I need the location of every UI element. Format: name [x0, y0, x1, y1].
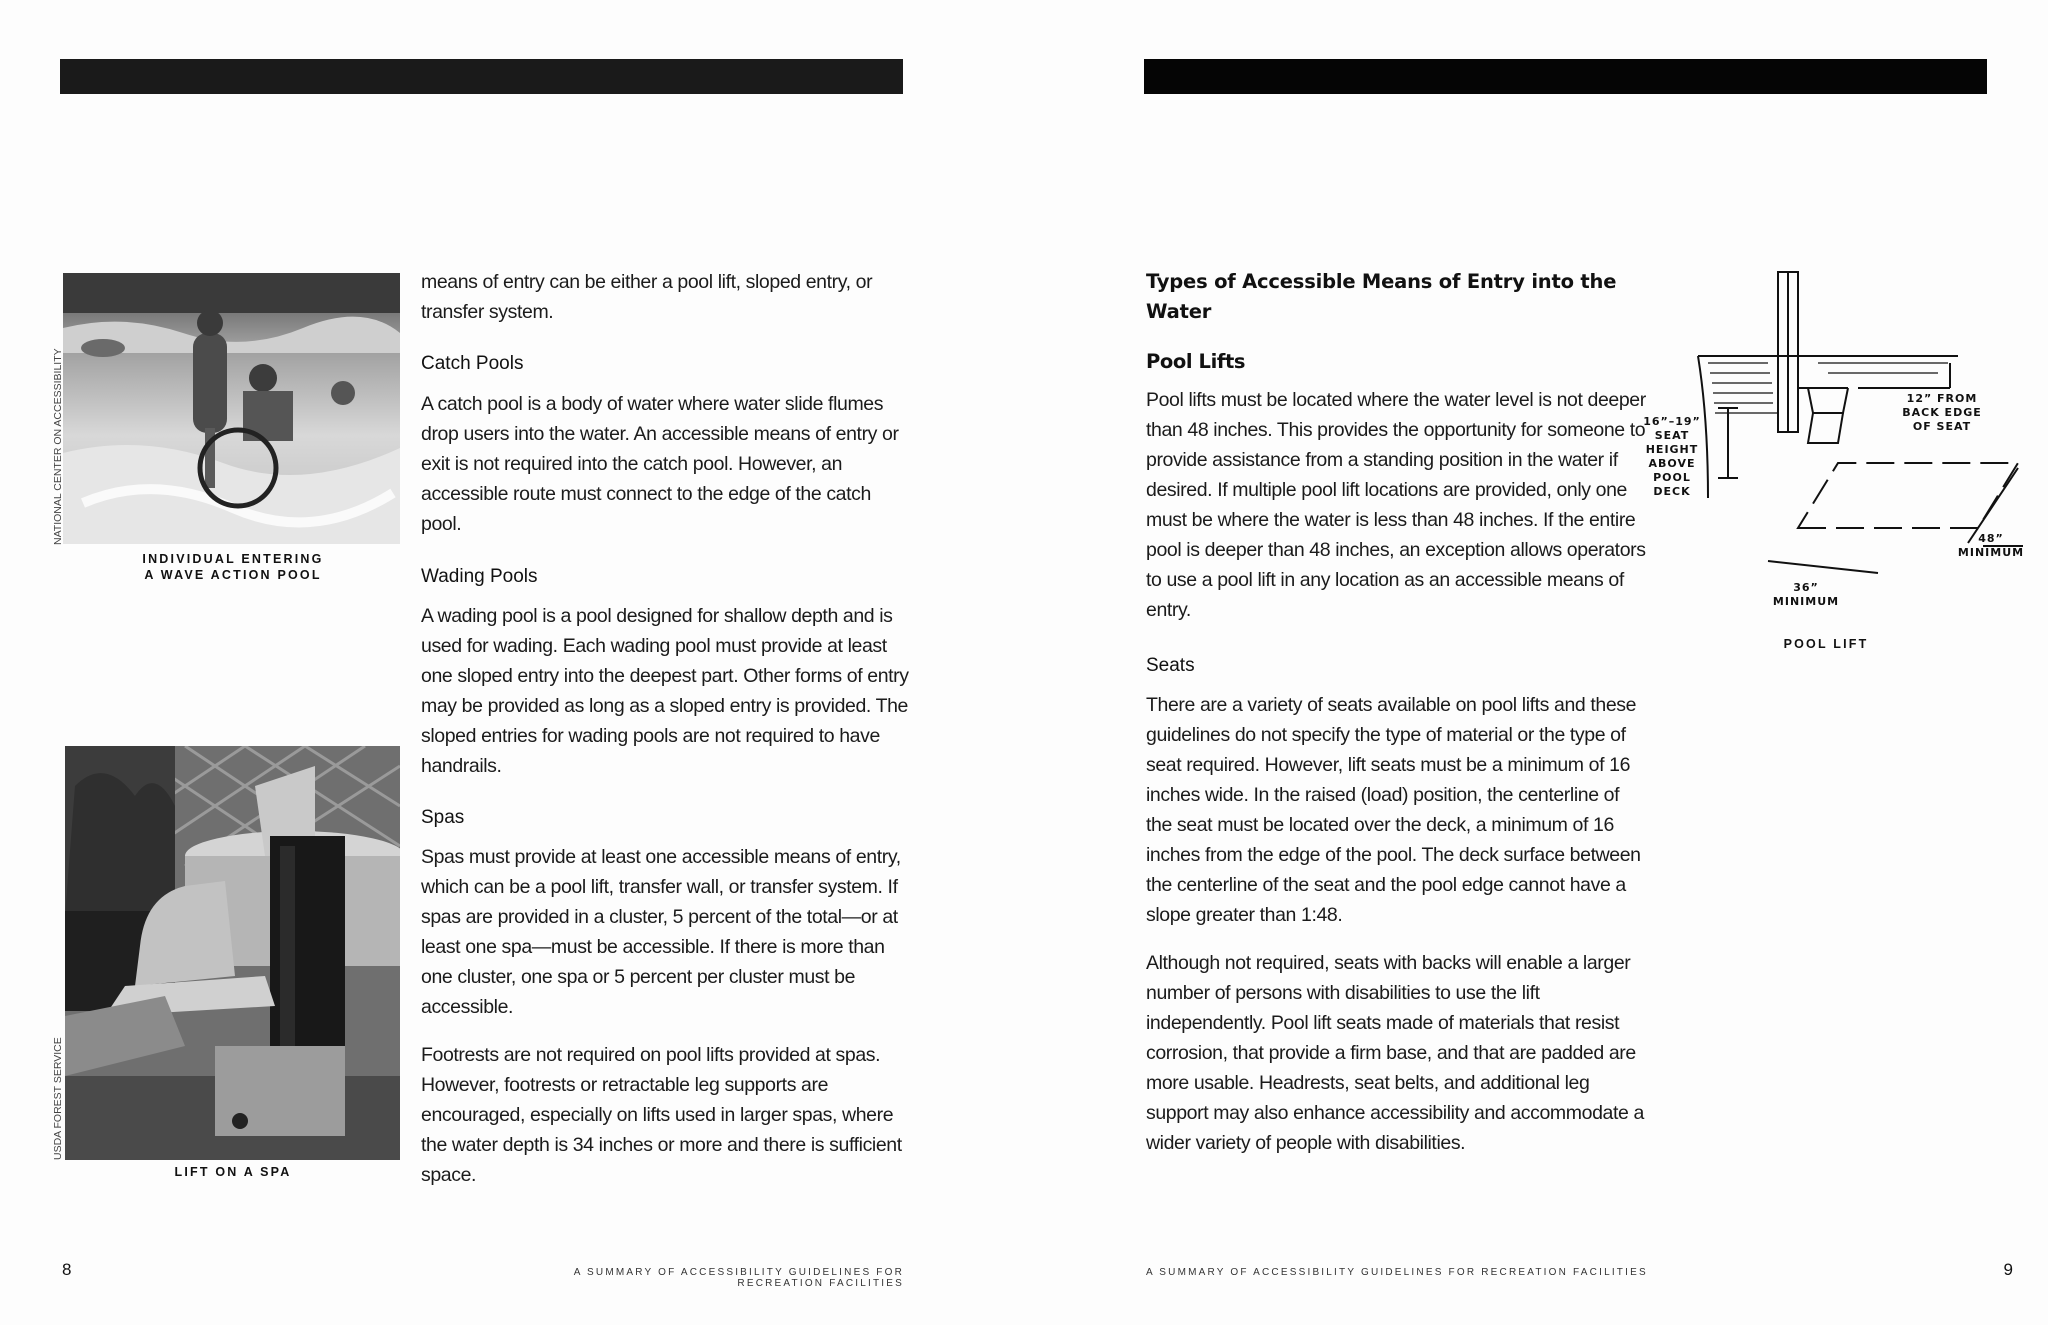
right-column-text [1146, 267, 1646, 1158]
dimension-label: SEAT [1654, 429, 1690, 442]
wave-pool-photo [63, 273, 400, 544]
diagram-caption: POOL LIFT [1783, 637, 1869, 651]
photo-credit: NATIONAL CENTER ON ACCESSIBILITY [52, 348, 64, 545]
dimension-label: 12” FROM [1906, 392, 1978, 405]
dimension-label: 36” [1793, 581, 1819, 594]
section-heading: Spas [421, 807, 465, 828]
seats-paragraph: There are a variety of seats available on pool lifts and these guidelines do not specify the type of material or the type of seat required. However, lift seats must be a minimum of 16 inches wide. In the raised (load) position, the centerline of the seat must be located over the deck, a minimum of 16 inches from the edge of the pool. The deck surface between the centerline of the seat and the pool edge cannot have a slope greater than 1:48. [1146, 694, 1641, 926]
dimension-label: 16”–19” [1643, 415, 1701, 428]
dimension-label: OF SEAT [1912, 420, 1972, 433]
page-title: Types of Accessible Means of Entry into the Water [1146, 270, 1617, 323]
caption-line: INDIVIDUAL ENTERING [142, 552, 324, 566]
dimension-label: MINIMUM [1957, 546, 2025, 559]
section-paragraph: Spas must provide at least one accessible means of entry, which can be a pool lift, transfer wall, or transfer system. If spas are provided in a cluster, 5 percent of the total—or at least one spa—must be accessible. If there is more than one cluster, one spa or 5 percent per cluster must be accessible. [421, 846, 901, 1018]
section-paragraph: A wading pool is a pool designed for shallow depth and is used for wading. Each wading pool must provide at least one sloped entry into the deepest part. Other forms of entry may be provided as long as a sloped entry is provided. The sloped entries for wading pools are not required to have handrails. [421, 605, 909, 777]
dimension-label: DECK [1653, 485, 1691, 498]
dimension-label: BACK EDGE [1902, 406, 1982, 419]
section-paragraph: Footrests are not required on pool lifts provided at spas. However, footrests or retractable leg supports are encouraged, especially on lifts used in larger spas, where the water depth is 34 inches or more and there is sufficient space. [421, 1044, 902, 1186]
page-number: 9 [2003, 1260, 2013, 1279]
spa-lift-image [65, 746, 400, 1160]
running-footer: A SUMMARY OF ACCESSIBILITY GUIDELINES FOR RECREATION FACILITIES [1146, 1267, 1648, 1278]
section-heading: Seats [1146, 655, 1195, 676]
left-column-text [421, 267, 911, 1190]
section-heading: Catch Pools [421, 353, 524, 374]
right-page [1024, 0, 2048, 1325]
intro-paragraph: means of entry can be either a pool lift, sloped entry, or transfer system. [421, 271, 873, 323]
photo-caption: LIFT ON A SPA [174, 1165, 292, 1179]
section-heading: Wading Pools [421, 566, 538, 587]
section-paragraph: A catch pool is a body of water where water slide flumes drop users into the water. An accessible means of entry or exit is not required into the catch pool. However, an accessible route must connect to the edge of the catch pool. [421, 393, 899, 535]
wave-pool-image [63, 273, 400, 544]
section-subtitle: Pool Lifts [1146, 350, 1246, 373]
pool-lifts-paragraph: Pool lifts must be located where the water level is not deeper than 48 inches. This provides the opportunity for someone to provide assistance from a standing position in the water if desired. If multiple pool lift locations are provided, only one must be where the water is less than 48 inches. If the entire pool is deeper than 48 inches, an exception allows operators to use a pool lift in any location as an accessible means of entry. [1146, 389, 1646, 621]
dimension-label: 48” [1978, 532, 2004, 545]
dimension-label: HEIGHT [1645, 443, 1699, 456]
photo-caption [133, 551, 333, 583]
caption-line: A WAVE ACTION POOL [144, 568, 322, 582]
header-bar [60, 59, 903, 94]
page-number: 8 [62, 1260, 72, 1279]
dimension-label: ABOVE [1648, 457, 1696, 470]
photo-credit: USDA FOREST SERVICE [52, 1037, 64, 1160]
spa-lift-photo [65, 746, 400, 1160]
seats-paragraph: Although not required, seats with backs will enable a larger number of persons with disabilities to use the lift independently. Pool lift seats made of materials that resist corrosion, that provide a firm base, and that are padded are more usable. Headrests, seat belts, and additional leg support may also enhance accessibility and accommodate a wider variety of people with disabilities. [1146, 952, 1644, 1154]
dimension-label: MINIMUM [1772, 595, 1840, 608]
running-footer: A SUMMARY OF ACCESSIBILITY GUIDELINES FOR RECREATION FACILITIES [573, 1267, 904, 1289]
header-bar [1144, 59, 1987, 94]
dimension-label: POOL [1653, 471, 1691, 484]
pool-lift-diagram [1638, 268, 2028, 628]
